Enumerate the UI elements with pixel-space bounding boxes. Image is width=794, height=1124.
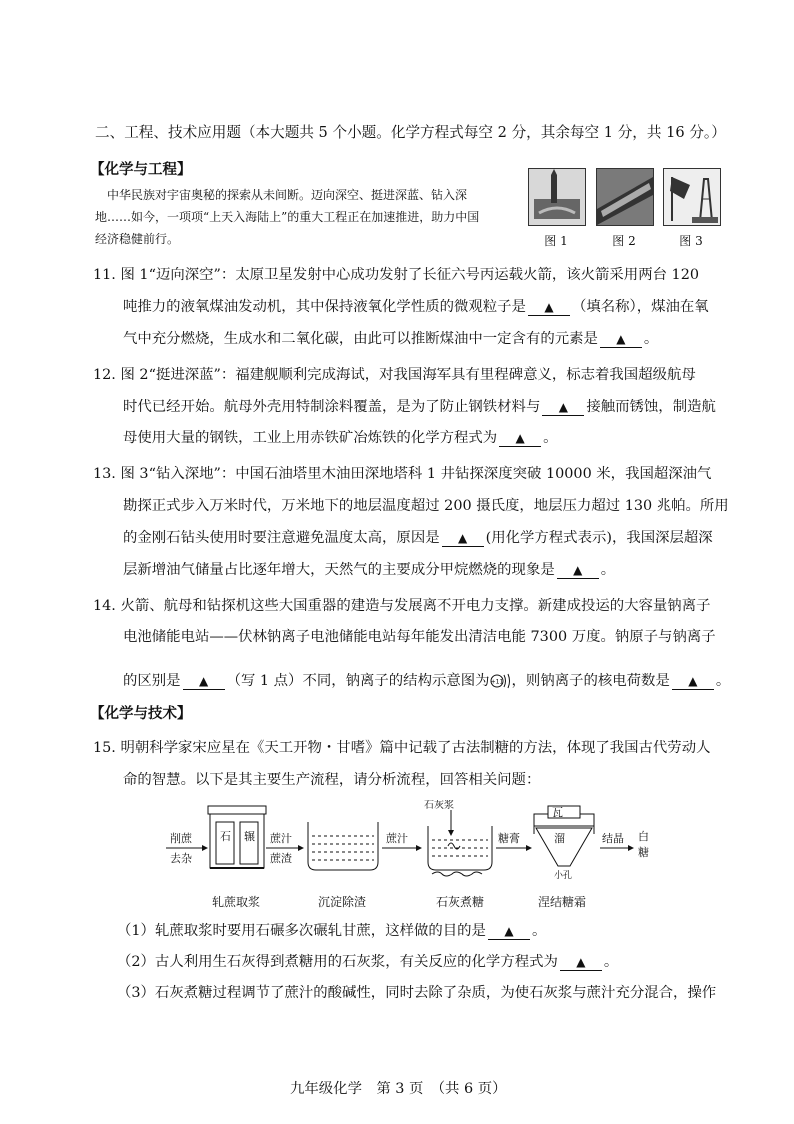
q14-text-a: 的区别是 <box>123 673 181 689</box>
q13-line-4 <box>123 560 615 580</box>
q14-line-2: 电池储能电站——伏林钠离子电池储能电站每年能发出清洁电能 7300 万度。钠原子与钠离子 <box>123 629 716 645</box>
q11-blank-1[interactable]: ▲ <box>528 299 570 316</box>
figure-2-caption: 图 2 <box>612 234 636 248</box>
flow-cone-mid: 溜 <box>554 832 565 845</box>
q13-line-3 <box>123 528 713 548</box>
svg-text:+11: +11 <box>490 678 503 686</box>
q15-sub-3: （3）石灰煮糖过程调节了蔗汁的酸碱性，同时去除了杂质，为使石灰浆与蔗汁充分混合，操作 <box>117 985 717 1001</box>
q15-line-2: 命的智慧。以下是其主要生产流程，请分析流程，回答相关问题： <box>123 772 541 788</box>
chem-technology-header: 【化学与技术】 <box>90 705 192 722</box>
sodium-ion-structure-icon <box>490 672 512 690</box>
flow-mill-left: 石 <box>220 830 231 843</box>
flow-arrow4-label: 结晶 <box>602 832 624 845</box>
figure-1-caption: 图 1 <box>544 234 568 248</box>
flow-arrow1-top: 蔗汁 <box>270 832 292 845</box>
q14-line-3 <box>123 671 730 691</box>
sugar-process-flow-diagram <box>166 800 656 920</box>
flow-output-bottom: 糖 <box>638 846 649 859</box>
figure-3-drill-image <box>663 168 721 226</box>
q11-text-b: （填名称），煤油在氧 <box>571 299 709 315</box>
q11-blank-2[interactable]: ▲ <box>600 331 642 348</box>
q12-text-d: 。 <box>543 430 558 446</box>
q12-text-b: 接触而锈蚀，制造航 <box>586 399 716 415</box>
flow-cone-top: 瓦 <box>552 806 563 819</box>
flow-step-4: 涅结糖霜 <box>538 895 587 909</box>
flow-arrow3-label: 糖膏 <box>498 832 520 845</box>
intro-line-3: 经济稳健前行。 <box>95 232 180 246</box>
q14-line-1: 14. 火箭、航母和钻探机这些大国重器的建造与发展离不开电力支撑。新建成投运的大容量钠离子 <box>93 598 711 614</box>
flow-step-3: 石灰煮糖 <box>436 895 485 909</box>
q13-line-2: 勘探正式步入万米时代，万米地下的地层温度超过 200 摄氏度，地层压力超过 130 兆帕。所用 <box>123 498 729 514</box>
q12-text-a: 时代已经开始。航母外壳用特制涂料覆盖，是为了防止钢铁材料与 <box>123 399 541 415</box>
q15-sub-2 <box>117 952 618 972</box>
q12-blank-2[interactable]: ▲ <box>499 430 541 447</box>
q14-blank-1[interactable]: ▲ <box>183 673 225 690</box>
q13-text-a: 的金刚石钻头使用时要注意避免温度太高，原因是 <box>123 530 440 546</box>
q14-text-d: 。 <box>715 673 731 689</box>
q15-sub-1 <box>117 921 546 941</box>
q13-blank-2[interactable]: ▲ <box>557 562 599 579</box>
q15-sub2-text: （2）古人利用生石灰得到煮糖用的石灰浆，有关反应的化学方程式为 <box>117 954 558 970</box>
q11-line-3 <box>123 329 658 349</box>
q12-line-1: 12. 图 2“挺进深蓝”：福建舰顺利完成海试，对我国海军具有里程碑意义，标志着我国超级航母 <box>93 367 696 383</box>
q11-line-2 <box>123 297 709 317</box>
q12-line-3 <box>123 428 558 448</box>
flow-input-bottom: 去杂 <box>170 852 192 865</box>
q15-sub2-end: 。 <box>603 954 619 970</box>
q13-line-1: 13. 图 3“钻入深地”：中国石油塔里木油田深地塔科 1 井钻探深度突破 10000 米，我国超深油气 <box>93 466 712 482</box>
intro-line-1: 中华民族对宇宙奥秘的探索从未间断。迈向深空、挺进深蓝、钻入深 <box>107 188 468 202</box>
flow-arrow2-label: 蔗汁 <box>386 832 408 845</box>
q11-text-c: 气中充分燃烧，生成水和二氧化碳，由此可以推断煤油中一定含有的元素是 <box>123 331 598 347</box>
flow-lime-label: 石灰浆 <box>424 800 454 811</box>
q11-text-a: 吨推力的液氧煤油发动机，其中保持液氧化学性质的微观粒子是 <box>123 299 526 315</box>
flow-mill-right: 辗 <box>244 830 255 843</box>
q12-text-c: 母使用大量的钢铁，工业上用赤铁矿冶炼铁的化学方程式为 <box>123 430 498 446</box>
chem-engineering-header: 【化学与工程】 <box>90 161 192 178</box>
q15-line-1: 15. 明朝科学家宋应星在《天工开物・甘嗜》篇中记载了古法制糖的方法，体现了我国古代劳动人 <box>93 740 711 756</box>
flow-arrow1-bottom: 蔗渣 <box>270 852 292 865</box>
q14-text-b: （写 1 点）不同，钠离子的结构示意图为 <box>226 673 490 689</box>
figure-2-carrier-image <box>596 168 654 226</box>
q15-blank-1[interactable]: ▲ <box>488 923 530 940</box>
q12-line-2 <box>123 397 716 417</box>
figure-1-rocket-image <box>528 168 586 226</box>
q14-text-c: ，则钠离子的核电荷数是 <box>511 673 670 689</box>
page-footer: 九年级化学 第 3 页 （共 6 页） <box>290 1081 507 1097</box>
q14-blank-2[interactable]: ▲ <box>672 673 714 690</box>
q12-blank-1[interactable]: ▲ <box>542 399 584 416</box>
q13-text-c: 层新增油气储量占比逐年增大，天然气的主要成分甲烷燃烧的现象是 <box>123 562 555 578</box>
q15-sub1-end: 。 <box>531 923 547 939</box>
q15-sub1-text: （1）轧蔗取浆时要用石碾多次碾轧甘蔗，这样做的目的是 <box>117 923 486 939</box>
flow-step-1: 轧蔗取浆 <box>212 895 261 909</box>
intro-line-2: 地……如今，一项项“上天入海陆上”的重大工程正在加速推进，助力中国 <box>95 210 480 224</box>
flow-input-top: 削蔗 <box>170 832 192 845</box>
q13-text-b: (用化学方程式表示)，我国深层超深 <box>485 530 713 546</box>
section-title: 二、工程、技术应用题（本大题共 5 个小题。化学方程式每空 2 分，其余每空 1 分，共 16 分。） <box>95 124 726 141</box>
flow-hole-label: 小孔 <box>554 871 573 881</box>
q11-text-d: 。 <box>643 331 659 347</box>
q13-blank-1[interactable]: ▲ <box>442 530 484 547</box>
q11-line-1: 11. 图 1“迈向深空”：太原卫星发射中心成功发射了长征六号丙运载火箭，该火箭采用两台 120 <box>93 267 700 283</box>
flow-step-2: 沉淀除渣 <box>318 895 367 909</box>
flow-output-top: 白 <box>638 830 649 843</box>
q15-blank-2[interactable]: ▲ <box>560 954 602 971</box>
figure-3-caption: 图 3 <box>679 234 703 248</box>
q13-text-d: 。 <box>600 562 616 578</box>
